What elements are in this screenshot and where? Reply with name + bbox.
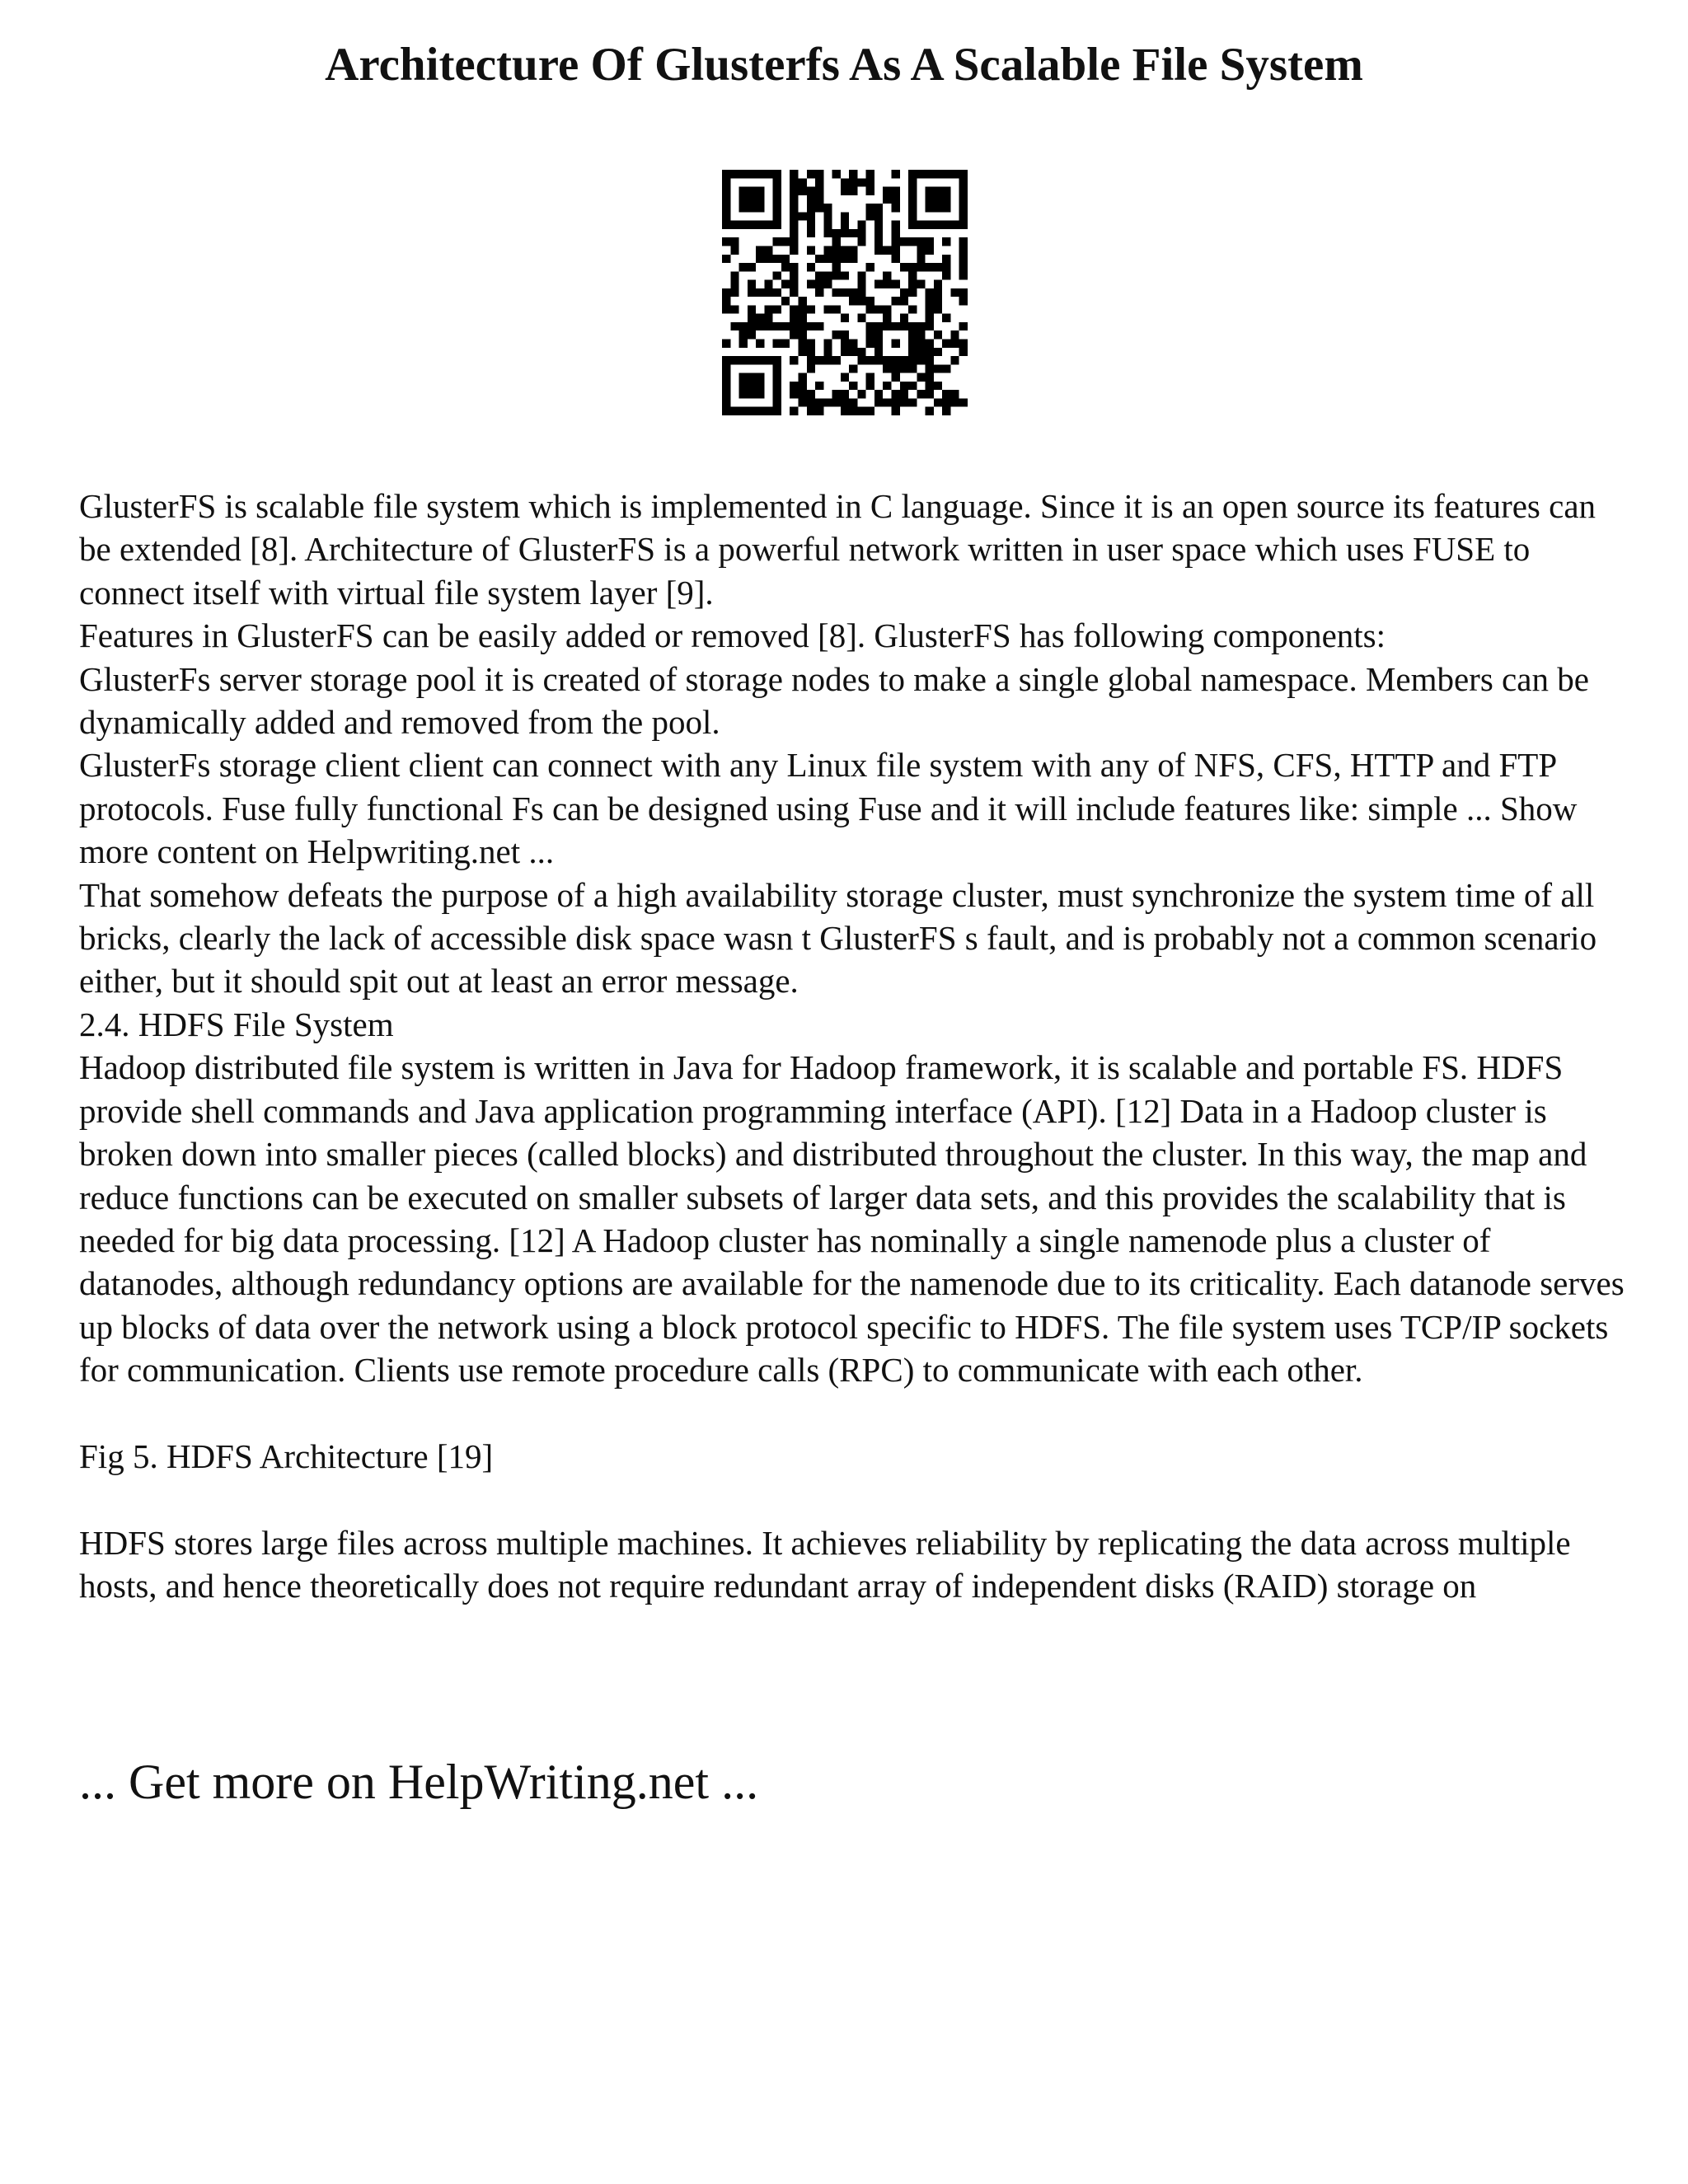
section-heading-hdfs: 2.4. HDFS File System	[79, 1005, 394, 1043]
document-title: Architecture Of Glusterfs As A Scalable File System	[325, 39, 1363, 91]
spacer	[79, 1392, 1629, 1435]
paragraph-hdfs: Hadoop distributed file system is written in Java for Hadoop framework, it is scalable and portable FS. HDFS provide shell commands and Java application programming interface (API). [12] Data in a Hadoop cluster is broken down into smaller pieces (called blocks) and distributed throughout the cluster. In this way, the map and reduce functions can be executed on smaller subsets of larger data sets, and this provides the scalability that is needed for big data processing. [12] A Hadoop cluster has nominally a single namenode plus a cluster of datanodes, although redundancy options are available for the namenode due to its criticality. Each datanode serves up blocks of data over the network using a block protocol specific to HDFS. The file system uses TCP/IP sockets for communication. Clients use remote procedure calls (RPC) to communicate with each other.	[79, 1048, 1625, 1390]
paragraph-server-pool: GlusterFs server storage pool it is created of storage nodes to make a single global namespace. Members can be dynamically added and removed from the pool.	[79, 659, 1589, 742]
paragraph-features: Features in GlusterFS can be easily added or removed [8]. GlusterFS has following components:	[79, 616, 1386, 655]
article-body	[79, 485, 1629, 1608]
paragraph-intro: GlusterFS is scalable file system which is implemented in C language. Since it is an open source its features can be extended [8]. Architecture of GlusterFS is a powerful network written in user space which uses FUSE to connect itself with virtual file system layer [9].	[79, 487, 1597, 612]
spacer	[79, 1478, 1629, 1521]
paragraph-hdfs-storage: HDFS stores large files across multiple machines. It achieves reliability by replicating the data across multiple hosts, and hence theoretically does not require redundant array of independent disks (RAID) storage on	[79, 1523, 1571, 1605]
get-more-link[interactable]: ... Get more on HelpWriting.net ...	[79, 1755, 759, 1809]
figure-caption: Fig 5. HDFS Architecture [19]	[79, 1436, 494, 1475]
qr-code	[722, 170, 968, 415]
paragraph-availability: That somehow defeats the purpose of a high availability storage cluster, must synchronize the system time of all bricks, clearly the lack of accessible disk space wasn t GlusterFS s fault, and is probably not a common scenario either, but it should spit out at least an error message.	[79, 875, 1597, 1001]
paragraph-storage-client: GlusterFs storage client client can connect with any Linux file system with any of NFS, CFS, HTTP and FTP protocols. Fuse fully functional Fs can be designed using Fuse and it will include features like: simple ... Show more content on Helpwriting.net ...	[79, 746, 1578, 871]
qr-code-image	[722, 170, 968, 415]
